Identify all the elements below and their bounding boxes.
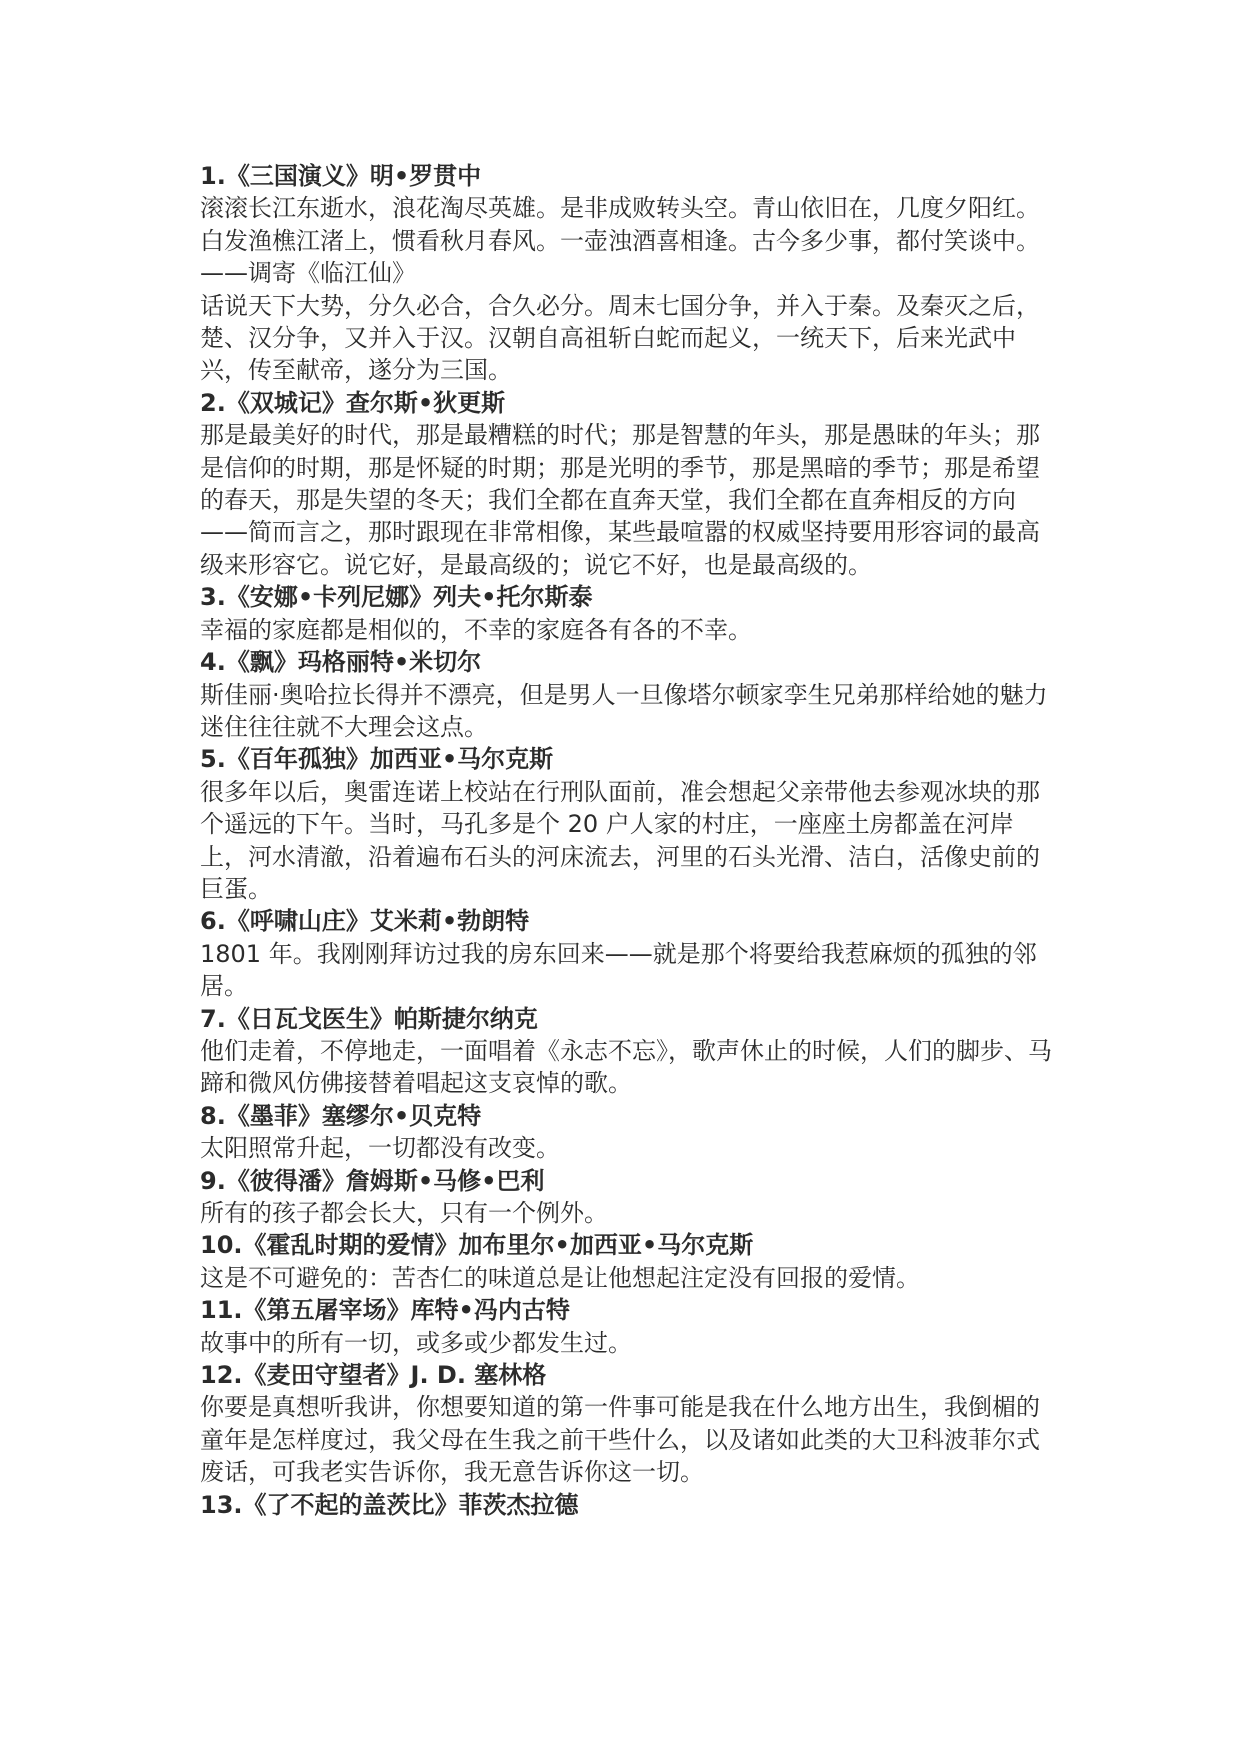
entry-paragraph: 他们走着，不停地走，一面唱着《永志不忘》，歌声休止的时候，人们的脚步、马蹄和微风仿佛接替着唱起这支哀悼的歌。 [200, 1036, 1052, 1098]
entry-title: 9.《彼得潘》詹姆斯•马修•巴利 [200, 1166, 545, 1195]
entry-paragraph: 很多年以后，奥雷连诺上校站在行刑队面前，准会想起父亲带他去参观冰块的那个遥远的下午。当时，马孔多是个 20 户人家的村庄，一座座土房都盖在河岸上，河水清澈，沿着遍布石头的河床流去，河里的石头光滑、洁白，活像史前的巨蛋。 [200, 777, 1040, 903]
entry [200, 1100, 1060, 1165]
entry-title: 5.《百年孤独》加西亚•马尔克斯 [200, 745, 554, 774]
entry-title: 12.《麦田守望者》J. D. 塞林格 [200, 1361, 547, 1390]
entry-title: 6.《呼啸山庄》艾米莉•勃朗特 [200, 907, 530, 936]
entry-title: 8.《墨菲》塞缪尔•贝克特 [200, 1101, 482, 1130]
entry [200, 743, 1060, 905]
entry [200, 387, 1060, 581]
entry [200, 1359, 1060, 1489]
entry-title: 10.《霍乱时期的爱情》加布里尔•加西亚•马尔克斯 [200, 1231, 754, 1260]
entry [200, 905, 1060, 1002]
entry [200, 1165, 1060, 1230]
entry-title: 7.《日瓦戈医生》帕斯捷尔纳克 [200, 1004, 538, 1033]
entry-paragraph: 这是不可避免的：苦杏仁的味道总是让他想起注定没有回报的爱情。 [200, 1263, 920, 1292]
entry [200, 1294, 1060, 1359]
entry-paragraph: 幸福的家庭都是相似的，不幸的家庭各有各的不幸。 [200, 615, 752, 644]
entry [200, 160, 1060, 387]
entry-paragraph: 1801 年。我刚刚拜访过我的房东回来——就是那个将要给我惹麻烦的孤独的邻居。 [200, 939, 1037, 1001]
entry-title: 11.《第五屠宰场》库特•冯内古特 [200, 1296, 570, 1325]
entry [200, 581, 1060, 646]
entry-paragraph: ——调寄《临江仙》 [200, 259, 416, 288]
entry-paragraph: 故事中的所有一切，或多或少都发生过。 [200, 1328, 632, 1357]
entry-title: 1.《三国演义》明•罗贯中 [200, 162, 482, 190]
entry [200, 1489, 1060, 1521]
entry-paragraph: 太阳照常升起，一切都没有改变。 [200, 1134, 560, 1163]
entry-title: 3.《安娜•卡列尼娜》列夫•托尔斯泰 [200, 583, 593, 612]
entry-paragraph: 那是最美好的时代，那是最糟糕的时代；那是智慧的年头，那是愚昧的年头；那是信仰的时期，那是怀疑的时期；那是光明的季节，那是黑暗的季节；那是希望的春天，那是失望的冬天；我们全都在直奔天堂，我们全都在直奔相反的方向——简而言之，那时跟现在非常相像，某些最喧嚣的权威坚持要用形容词的最高级来形容它。说它好，是最高级的；说它不好，也是最高级的。 [200, 421, 1040, 579]
entry-paragraph: 滚滚长江东逝水，浪花淘尽英雄。是非成败转头空。青山依旧在，几度夕阳红。白发渔樵江渚上，惯看秋月春风。一壶浊酒喜相逢。古今多少事，都付笑谈中。 [200, 194, 1040, 255]
entry-title: 4.《飘》玛格丽特•米切尔 [200, 648, 482, 677]
entry-paragraph: 斯佳丽·奥哈拉长得并不漂亮，但是男人一旦像塔尔顿家孪生兄弟那样给她的魅力迷住往往就不大理会这点。 [200, 680, 1048, 741]
entry [200, 1003, 1060, 1100]
entry [200, 1229, 1060, 1294]
entry-paragraph: 所有的孩子都会长大，只有一个例外。 [200, 1199, 608, 1227]
entry-title: 13.《了不起的盖茨比》菲茨杰拉德 [200, 1490, 579, 1519]
entry-paragraph: 你要是真想听我讲，你想要知道的第一件事可能是我在什么地方出生，我倒楣的童年是怎样度过，我父母在生我之前干些什么，以及诸如此类的大卫科波菲尔式废话，可我老实告诉你，我无意告诉你这一切。 [200, 1393, 1040, 1487]
document-page [200, 160, 1060, 1521]
entry-paragraph: 话说天下大势，分久必合，合久必分。周末七国分争，并入于秦。及秦灭之后，楚、汉分争，又并入于汉。汉朝自高祖斩白蛇而起义，一统天下，后来光武中兴，传至献帝，遂分为三国。 [200, 291, 1040, 385]
entry [200, 646, 1060, 743]
entry-title: 2.《双城记》查尔斯•狄更斯 [200, 388, 506, 417]
